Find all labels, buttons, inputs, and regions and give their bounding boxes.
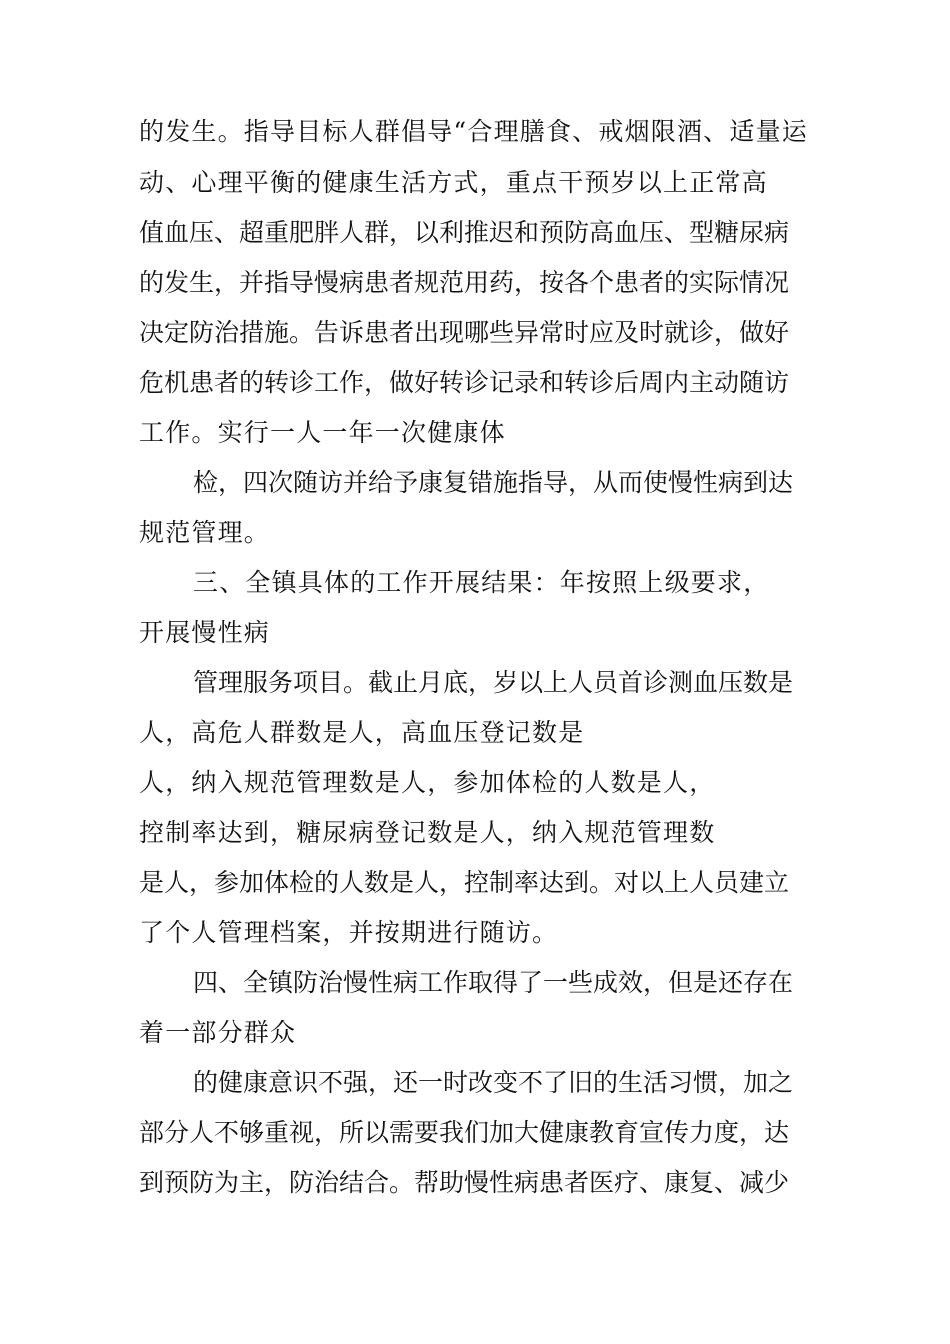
- text-line: 着一部分群众: [139, 1018, 297, 1047]
- text-line: 到预防为主，防治结合。帮助慢性病患者医疗、康复、减少: [139, 1168, 790, 1197]
- text-line: 危机患者的转诊工作，做好转诊记录和转诊后周内主动随访: [139, 368, 790, 397]
- text-line: 管理服务项目。截止月底，岁以上人员首诊测血压数是: [193, 668, 794, 697]
- text-line: 部分人不够重视，所以需要我们加大健康教育宣传力度，达: [139, 1118, 790, 1147]
- text-line: 规范管理。: [139, 518, 271, 547]
- text-line: 检，四次随访并给予康复错施指导，从而使慢性病到达: [193, 468, 794, 497]
- text-line: 动、心理平衡的健康生活方式，重点干预岁以上正常高: [139, 168, 768, 197]
- text-line: 了个人管理档案，并按期进行随访。: [139, 918, 559, 947]
- text-line: 的发生。指导目标人群倡导“合理膳食、戒烟限酒、适量运: [139, 117, 808, 146]
- text-line: 控制率达到，糖尿病登记数是人，纳入规范管理数: [139, 818, 716, 847]
- text-line: 开展慢性病: [139, 618, 271, 647]
- text-line: 三、全镇具体的工作开展结果：年按照上级要求，: [193, 568, 770, 597]
- text-line: 工作。实行一人一年一次健康体: [139, 418, 506, 447]
- text-line: 决定防治措施。告诉患者出现哪些异常时应及时就诊，做好: [139, 318, 790, 347]
- text-line: 四、全镇防治慢性病工作取得了一些成效，但是还存在: [193, 968, 794, 997]
- text-line: 的发生，并指导慢病患者规范用药，按各个患者的实际情况: [139, 268, 790, 297]
- text-line: 人，纳入规范管理数是人，参加体检的人数是人，: [139, 768, 716, 797]
- text-line: 人，高危人群数是人，高血压登记数是: [139, 718, 585, 747]
- text-line: 是人，参加体检的人数是人，控制率达到。对以上人员建立: [139, 868, 790, 897]
- text-line: 值血压、超重肥胖人群，以利推迟和预防高血压、型糖尿病: [139, 218, 790, 247]
- text-line: 的健康意识不强，还一时改变不了旧的生活习惯，加之: [193, 1068, 794, 1097]
